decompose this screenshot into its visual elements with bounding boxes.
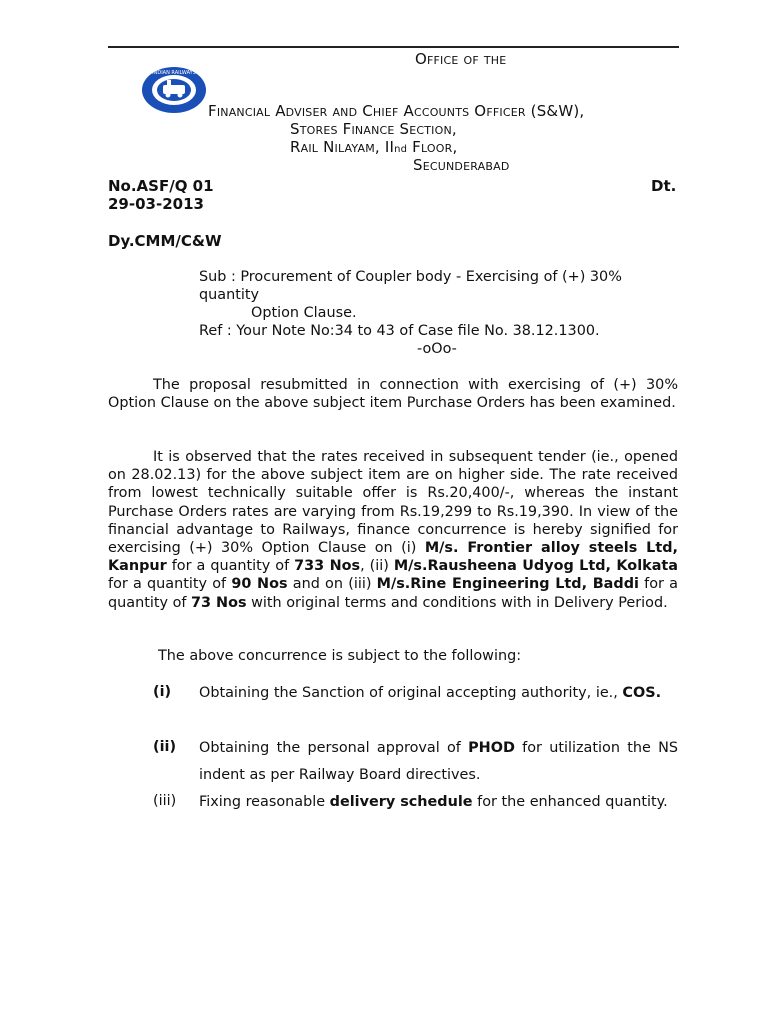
condition-3-number: (iii): [153, 793, 177, 809]
condition-2-text: Obtaining the personal approval of PHOD for utilization the NS indent as per Railway Board directives.: [199, 740, 679, 783]
date-value: 29-03-2013: [108, 195, 204, 213]
subject-line1: Sub : Procurement of Coupler body - Exercising of (+) 30%: [199, 269, 622, 285]
condition-2-number: (ii): [153, 739, 177, 755]
paragraph-2: It is observed that the rates received in subsequent tender (ie., opened on 28.02.13) for the above subject item are on higher side. The rate received from lowest technically suitable offer is Rs.20,400/-, whereas the instant Purchase Orders rates are varying from Rs.19,299 to Rs.19,390. In view of the financial advantage to Railways, finance concurrence is hereby signified for exercising (+) 30% Option Clause on (i) M/s. Frontier alloy steels Ltd, Kanpur for a quantity of 733 Nos, (ii) M/s.Rausheena Udyog Ltd, Kolkata for a quantity of 90 Nos and on (iii) M/s.Rine Engineering Ltd, Baddi for a quantity of 73 Nos with original terms and conditions with in Delivery Period.: [108, 449, 678, 611]
header-line4: Secunderabad: [413, 156, 510, 174]
condition-1-number: (i): [153, 684, 172, 700]
paragraph-1: The proposal resubmitted in connection with exercising of (+) 30% Option Clause on the above subject item Purchase Orders has been examined.: [108, 377, 678, 412]
subject-line3: Option Clause.: [251, 305, 357, 321]
condition-1-text: Obtaining the Sanction of original accepting authority, ie., COS.: [199, 685, 662, 701]
paragraph-3: The above concurrence is subject to the following:: [158, 648, 522, 664]
subject-line2: quantity: [199, 287, 259, 303]
condition-3-text: Fixing reasonable delivery schedule for the enhanced quantity.: [199, 794, 668, 810]
reference-number: No.ASF/Q 01: [108, 177, 214, 195]
date-label: Dt.: [651, 177, 677, 195]
header-rule: [108, 46, 679, 48]
header-line2: Stores Finance Section,: [290, 120, 457, 138]
header-line3: Rail Nilayam, IInd Floor,: [290, 138, 458, 156]
logo-text: INDIAN RAILWAYS: [152, 70, 196, 76]
reference-line: Ref : Your Note No:34 to 43 of Case file No. 38.12.1300.: [199, 323, 600, 339]
header-office-of-the: Office of the: [415, 50, 507, 68]
header-line1: Financial Adviser and Chief Accounts Officer (S&W),: [208, 102, 585, 120]
separator: -oOo-: [417, 341, 457, 357]
addressee: Dy.CMM/C&W: [108, 232, 222, 250]
indian-railways-logo: [141, 66, 207, 114]
